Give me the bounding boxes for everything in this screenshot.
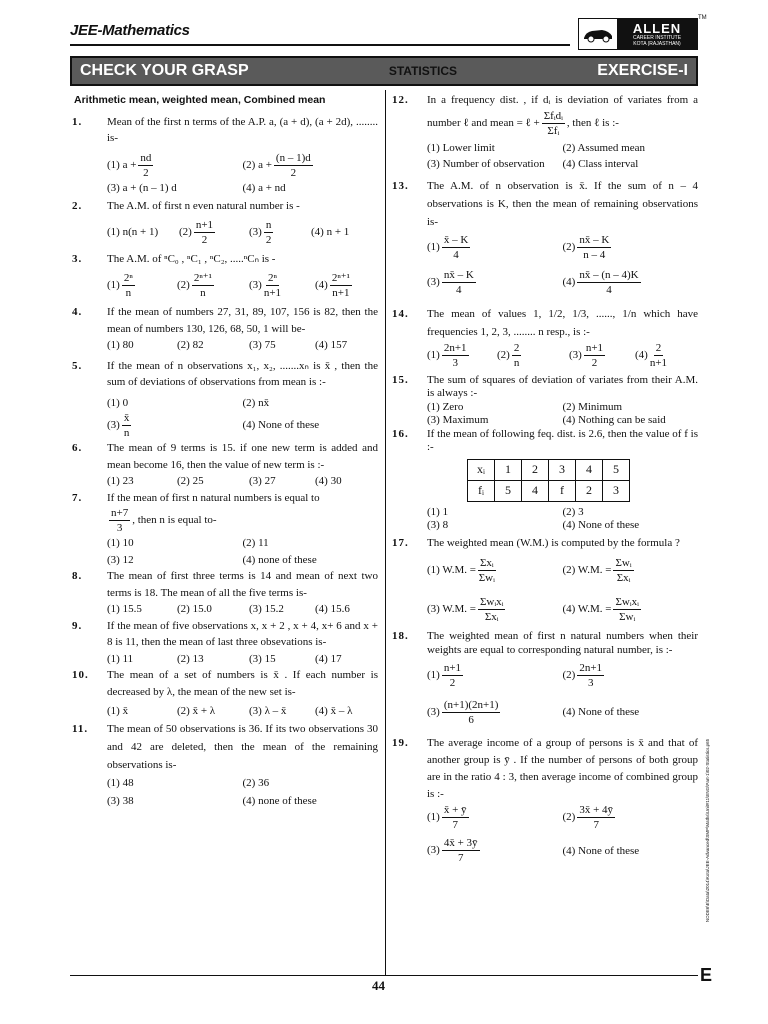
option-3: (3) $\frac{n+1}{2}$ bbox=[569, 341, 604, 369]
option-4: (4) Nothing can be said bbox=[562, 414, 666, 426]
option-1: (1) 11 bbox=[107, 652, 134, 665]
question-text: If the mean of numbers 27, 31, 89, 107, 156 is 82, then the mean of numbers 130, 126, 68, 50, 1 will be- bbox=[107, 306, 378, 335]
option-3: (3) 15 bbox=[249, 652, 276, 665]
option-2: (2) $\frac{3x̄ + 4ȳ}{7}$ bbox=[562, 804, 614, 831]
question-text: The mean of values 1, 1/2, 1/3, ......, 1/n which have frequencies 1, 2, 3, ........ n resp., is :- bbox=[427, 307, 698, 338]
option-4: (4) None of these bbox=[562, 844, 640, 857]
option-1: (1) 48 bbox=[107, 776, 134, 789]
question-8 bbox=[72, 568, 378, 618]
option-3: (3) 38 bbox=[107, 794, 134, 807]
option-3: (3) $\frac{n}{2}$ bbox=[249, 218, 272, 246]
page-edition-letter: E bbox=[700, 965, 713, 985]
question-6 bbox=[72, 440, 378, 490]
option-2: (2) $\frac{\text{2ⁿ⁺¹}}{n}$ bbox=[177, 272, 212, 299]
option-1: (1) $\frac{n+1}{2}$ bbox=[427, 662, 462, 689]
question-number: 15. bbox=[392, 373, 409, 386]
option-4: (4) Class interval bbox=[562, 158, 639, 170]
option-4: (4) $\frac{2}{n+1}$ bbox=[635, 341, 668, 369]
trademark: TM bbox=[698, 15, 707, 21]
option-4: (4) $\frac{\text{2ⁿ⁺¹}}{n+1}$ bbox=[315, 272, 350, 299]
question-text: The A.M. of first n even natural number is - bbox=[107, 200, 300, 212]
option-1: (1) 0 bbox=[107, 396, 129, 409]
footer-rule bbox=[70, 975, 698, 976]
option-3: (3) W.M. = Σwᵢxᵢ Σxᵢ bbox=[427, 596, 504, 623]
option-4: (4) None of these bbox=[242, 419, 320, 432]
question-number: 14. bbox=[392, 307, 409, 320]
option-4: (4) a + nd bbox=[242, 181, 286, 194]
option-4: (4) 30 bbox=[315, 475, 342, 487]
option-2: (2) x̄ + λ bbox=[177, 705, 216, 717]
logo-subtitle: CAREER INSTITUTE bbox=[632, 34, 682, 41]
option-4: (4) 157 bbox=[315, 339, 348, 351]
option-3: (3) 12 bbox=[107, 553, 134, 566]
question-2 bbox=[72, 198, 378, 247]
option-3: (3) Number of observation bbox=[427, 158, 545, 170]
option-1: (1) a + $\frac{nd}{2}$ bbox=[107, 151, 152, 179]
logo-location: KOTA (RAJASTHAN) bbox=[633, 40, 681, 47]
question-number: 19. bbox=[392, 737, 409, 749]
question-13 bbox=[392, 177, 698, 297]
option-1: (1) W.M. = Σxᵢ Σwᵢ bbox=[427, 557, 495, 584]
question-10 bbox=[72, 667, 378, 720]
table-row: fᵢ 5 4 f 2 3 bbox=[468, 480, 630, 501]
option-2: (2) 82 bbox=[177, 339, 204, 351]
question-number: 2. bbox=[72, 200, 83, 212]
question-number: 17. bbox=[392, 536, 409, 549]
question-number: 1. bbox=[72, 115, 83, 128]
option-1: (1) $\frac{\text{2ⁿ}}{n}$ bbox=[107, 272, 133, 299]
option-2: (2) a + $\frac{(n - 1)d}{2}$ bbox=[242, 151, 311, 179]
banner-left: CHECK YOUR GRASP bbox=[80, 62, 249, 79]
frequency-table bbox=[467, 459, 630, 502]
option-3: (3) 27 bbox=[249, 475, 276, 487]
header-rule bbox=[70, 44, 570, 46]
option-1: (1) $\frac{x̄ - K}{4}$ bbox=[427, 233, 469, 261]
option-4: (4) none of these bbox=[242, 794, 317, 807]
column-divider bbox=[385, 90, 386, 975]
question-14 bbox=[392, 305, 698, 370]
option-3: (3) $\frac{4x̄ + 3ȳ}{7}$ bbox=[427, 837, 478, 864]
option-1: (1) $\frac{2n+1}{3}$ bbox=[427, 341, 467, 369]
question-number: 12. bbox=[392, 94, 409, 106]
question-text: Mean of the first n terms of the A.P. a, (a + d), (a + 2d), ........ is- bbox=[107, 115, 378, 144]
section-heading: Arithmetic mean, weighted mean, Combined mean bbox=[74, 94, 326, 106]
question-number: 7. bbox=[72, 491, 83, 504]
option-4: (4) x̄ – λ bbox=[315, 705, 353, 717]
option-3: (3) 15.2 bbox=[249, 603, 284, 615]
option-3: (3) $\frac{(n+1)(2n+1)}{6}$ bbox=[427, 699, 499, 726]
question-number: 10. bbox=[72, 669, 89, 681]
option-3: (3) a + (n – 1) d bbox=[107, 181, 177, 194]
option-3: (3) 75 bbox=[249, 339, 276, 351]
option-4: (4) $\frac{nx̄ - (n - 4)K}{4}$ bbox=[562, 268, 639, 296]
question-text: The mean of 50 observations is 36. If its two observations 30 and 42 are deleted, then the mean of the remaining observations is- bbox=[107, 722, 378, 771]
question-number: 11. bbox=[72, 722, 89, 735]
question-18 bbox=[392, 630, 698, 727]
option-4: (4) None of these bbox=[562, 705, 640, 718]
question-9 bbox=[72, 618, 378, 668]
option-4: (4) 17 bbox=[315, 652, 342, 665]
option-4: (4) W.M. = Σwᵢxᵢ Σwᵢ bbox=[562, 596, 639, 623]
option-3: (3) 8 bbox=[427, 519, 449, 531]
option-2: (2) Assumed mean bbox=[562, 141, 645, 154]
option-2: (2) Minimum bbox=[562, 400, 623, 413]
option-1: (1) 15.5 bbox=[107, 603, 142, 615]
logo-brand: ALLEN bbox=[632, 20, 682, 36]
option-1: (1) 1 bbox=[427, 505, 449, 518]
option-3: (3) $\frac{nx̄ - K}{4}$ bbox=[427, 268, 474, 296]
file-path-sidebar: NODE6\E\Data\2014\Kota\JEE-Advanced\SMP\Maths\Unit#11\ENG\Part-1\02-Statistics.p65 bbox=[705, 738, 711, 922]
question-number: 9. bbox=[72, 619, 83, 632]
question-number: 16. bbox=[392, 427, 409, 440]
option-2: (2) $\frac{2n+1}{3}$ bbox=[562, 662, 603, 689]
table-row: xᵢ 1 2 3 4 5 bbox=[468, 459, 630, 480]
allen-logo bbox=[578, 18, 698, 50]
question-1 bbox=[72, 114, 378, 197]
question-3 bbox=[72, 251, 378, 301]
question-11 bbox=[72, 720, 378, 810]
option-3: (3) $\frac{\text{2ⁿ}}{n+1}$ bbox=[249, 272, 282, 299]
option-2: (2) $\frac{nx̄ - K}{n - 4}$ bbox=[562, 233, 610, 261]
option-2: (2) nx̄ bbox=[242, 396, 270, 409]
option-3: (3) Maximum bbox=[427, 414, 489, 426]
option-4: (4) n + 1 bbox=[311, 225, 350, 238]
option-1: (1) $\frac{x̄ + ȳ}{7}$ bbox=[427, 804, 467, 831]
option-4: (4) none of these bbox=[242, 553, 317, 566]
question-text: The mean of 9 terms is 15. if one new term is added and mean become 16, then the value of new term is :- bbox=[107, 442, 378, 471]
question-17 bbox=[392, 537, 698, 625]
question-text: The average income of a group of persons is x̄ and that of another group is ȳ . If the number of persons of both group are in the ratio 4 : 3, then average income of combined group is :- bbox=[427, 737, 698, 800]
left-column bbox=[72, 92, 378, 810]
exercise-banner bbox=[70, 56, 698, 86]
option-1: (1) 80 bbox=[107, 339, 134, 351]
option-1: (1) Lower limit bbox=[427, 141, 495, 154]
option-1: (1) 10 bbox=[107, 537, 134, 549]
question-16 bbox=[392, 428, 698, 533]
question-12 bbox=[392, 92, 698, 173]
option-2: (2) 25 bbox=[177, 475, 204, 487]
question-19 bbox=[392, 735, 698, 865]
page-number: 44 bbox=[372, 978, 385, 993]
option-3: (3) λ – x̄ bbox=[249, 705, 287, 717]
banner-center: STATISTICS bbox=[388, 64, 458, 78]
option-2: (2) 11 bbox=[242, 537, 269, 549]
option-2: (2) 36 bbox=[242, 776, 270, 789]
car-logo-icon bbox=[579, 19, 617, 49]
question-7 bbox=[72, 490, 378, 569]
question-number: 13. bbox=[392, 179, 409, 192]
question-text: The A.M. of ⁿC₀ , ⁿC₁ , ⁿC₂, .....ⁿCₙ is - bbox=[107, 252, 276, 265]
option-4: (4) 15.6 bbox=[315, 603, 350, 615]
option-4: (4) None of these bbox=[562, 519, 640, 531]
question-text: The A.M. of n observation is x̄. If the sum of n – 4 observations is K, then the mean of remaining observations is- bbox=[427, 179, 698, 228]
question-text: If the mean of n observations x₁, x₂, .......xₙ is x̄ , then the sum of deviations of observations from mean is :- bbox=[107, 359, 378, 388]
question-text: The weighted mean of first n natural numbers when their weights are equal to corresponding natural number, is :- bbox=[427, 630, 698, 656]
option-2: (2) 3 bbox=[562, 505, 584, 518]
page-header-title: JEE-Mathematics bbox=[70, 22, 190, 39]
option-3: (3) $\frac{x̄}{n}$ bbox=[107, 412, 130, 439]
option-2: (2) $\frac{n+1}{2}$ bbox=[179, 218, 214, 246]
question-number: 3. bbox=[72, 252, 83, 265]
question-text-cont: , then n is equal to- bbox=[132, 514, 217, 527]
question-15 bbox=[392, 374, 698, 428]
question-number: 8. bbox=[72, 570, 83, 582]
option-2: (2) W.M. = Σwᵢ Σxᵢ bbox=[562, 557, 632, 584]
question-text: If the mean of five observations x, x + 2 , x + 4, x+ 6 and x + 8 is 11, then the mean of last three obsevations is- bbox=[107, 619, 378, 648]
question-number: 5. bbox=[72, 359, 83, 372]
question-4 bbox=[72, 304, 378, 354]
option-1: (1) n(n + 1) bbox=[107, 225, 159, 238]
question-text: The mean of first three terms is 14 and mean of next two terms is 18. The mean of all the five terms is- bbox=[107, 570, 378, 599]
option-1: (1) Zero bbox=[427, 400, 464, 413]
question-fraction: $\frac{n+7}{3}$ bbox=[111, 507, 129, 534]
question-text: In a frequency dist. , if dᵢ is deviation of variates from a number ℓ and mean = ℓ + Σfᵢdᵢ Σfᵢ , then ℓ is :- bbox=[427, 94, 698, 137]
banner-right: EXERCISE-I bbox=[597, 62, 688, 79]
question-number: 6. bbox=[72, 442, 83, 454]
option-2: (2) 13 bbox=[177, 652, 204, 665]
question-5 bbox=[72, 358, 378, 441]
right-column bbox=[392, 92, 698, 865]
question-text: The sum of squares of deviation of variates from their A.M. is always :- bbox=[427, 373, 698, 399]
option-1: (1) 23 bbox=[107, 475, 134, 487]
question-text: If the mean of following feq. dist. is 2.6, then the value of f is :- bbox=[427, 427, 698, 453]
option-1: (1) x̄ bbox=[107, 705, 129, 717]
question-text: If the mean of first n natural numbers is equal to bbox=[107, 491, 320, 504]
question-number: 18. bbox=[392, 630, 409, 642]
question-text: The weighted mean (W.M.) is computed by the formula ? bbox=[427, 536, 680, 549]
option-2: (2) $\frac{2}{n}$ bbox=[497, 341, 520, 369]
question-number: 4. bbox=[72, 306, 83, 318]
option-2: (2) 15.0 bbox=[177, 603, 212, 615]
question-text: The mean of a set of numbers is x̄ . If each number is decreased by λ, the mean of the new set is- bbox=[107, 669, 378, 698]
